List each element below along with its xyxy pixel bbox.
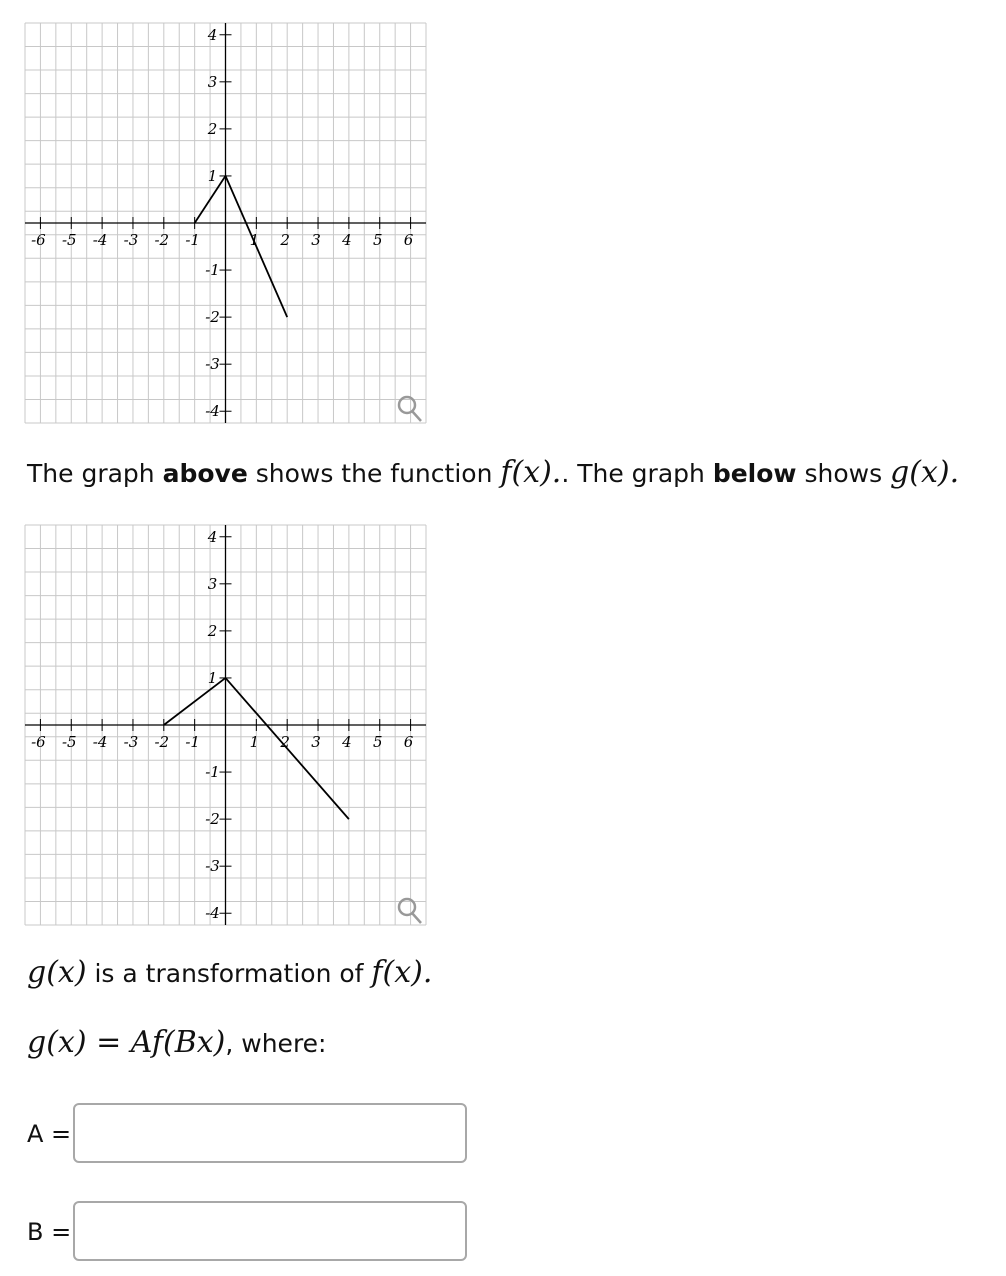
b-label: B = (27, 1218, 72, 1246)
math-gx: g(x) (890, 455, 950, 490)
f-x-tick-label: 3 (311, 231, 321, 249)
formula-text: , where: (225, 1029, 327, 1058)
f-y-tick-label: 4 (207, 25, 218, 44)
zoom-icon[interactable] (394, 393, 424, 423)
math-fx: f(x) (500, 455, 552, 490)
g-x-tick-label: 3 (311, 733, 321, 751)
f-x-tick-label: 6 (403, 231, 414, 249)
g-x-tick-label: -3 (123, 733, 139, 751)
math-period: . (551, 455, 562, 490)
f-x-tick-label: -1 (185, 231, 200, 249)
g-x-tick-label: 5 (372, 733, 383, 751)
f-y-tick-label: 1 (207, 166, 218, 185)
graph-f (25, 23, 426, 423)
graph-description (27, 455, 959, 490)
g-y-tick-label: -2 (205, 810, 220, 829)
f-x-tick-label: 4 (342, 231, 352, 249)
f-y-tick-label: -3 (205, 355, 220, 374)
g-y-tick-label: 4 (207, 527, 218, 546)
statement-text: is a transformation of (86, 959, 372, 988)
math-gx: g(x) (27, 1025, 87, 1060)
g-y-tick-label: 3 (207, 574, 218, 593)
math-gx: g(x) (27, 955, 87, 990)
math-period: . (422, 955, 433, 990)
g-x-tick-label: 2 (280, 733, 290, 751)
transformation-statement (27, 955, 432, 990)
desc-text: shows (796, 459, 891, 488)
f-x-tick-label: -4 (92, 231, 108, 249)
desc-text: . The graph (561, 459, 713, 488)
f-x-tick-label: 1 (249, 231, 260, 249)
g-x-tick-label: -1 (185, 733, 200, 751)
f-x-tick-label: -3 (123, 231, 139, 249)
f-x-tick-label: -5 (61, 231, 77, 249)
zoom-icon[interactable] (394, 895, 424, 925)
f-y-tick-label: 2 (207, 119, 218, 138)
f-x-tick-label: -2 (154, 231, 170, 249)
math-equals: = (86, 1025, 131, 1060)
math-afbx: Af(Bx) (130, 1025, 226, 1060)
g-x-tick-label: 6 (403, 733, 414, 751)
desc-above: above (162, 459, 248, 488)
g-x-tick-label: -4 (92, 733, 108, 751)
desc-below: below (712, 459, 797, 488)
g-x-tick-label: -2 (154, 733, 170, 751)
f-y-tick-label: -4 (205, 402, 220, 421)
desc-text: shows the function (247, 459, 501, 488)
g-x-tick-label: -5 (61, 733, 77, 751)
a-input[interactable] (73, 1103, 467, 1163)
f-x-tick-label: 5 (372, 231, 383, 249)
f-x-tick-label: -6 (31, 231, 46, 249)
g-x-tick-label: -6 (31, 733, 46, 751)
g-y-tick-label: -3 (205, 857, 220, 876)
g-y-tick-label: -4 (205, 904, 220, 923)
f-y-tick-label: 3 (207, 72, 218, 91)
g-y-tick-label: 2 (207, 621, 218, 640)
g-y-tick-label: 1 (207, 668, 218, 687)
graph-f-svg (25, 23, 426, 423)
graph-g (25, 525, 426, 925)
math-period: . (949, 455, 960, 490)
desc-text: The graph (27, 459, 163, 488)
g-y-tick-label: -1 (205, 763, 220, 782)
g-x-tick-label: 4 (342, 733, 352, 751)
formula-statement (27, 1025, 326, 1060)
a-label: A = (27, 1120, 72, 1148)
b-input[interactable] (73, 1201, 467, 1261)
math-fx: f(x) (371, 955, 423, 990)
f-y-tick-label: -1 (205, 261, 220, 280)
graph-g-svg (25, 525, 426, 925)
f-x-tick-label: 2 (280, 231, 290, 249)
g-x-tick-label: 1 (249, 733, 260, 751)
f-y-tick-label: -2 (205, 308, 220, 327)
